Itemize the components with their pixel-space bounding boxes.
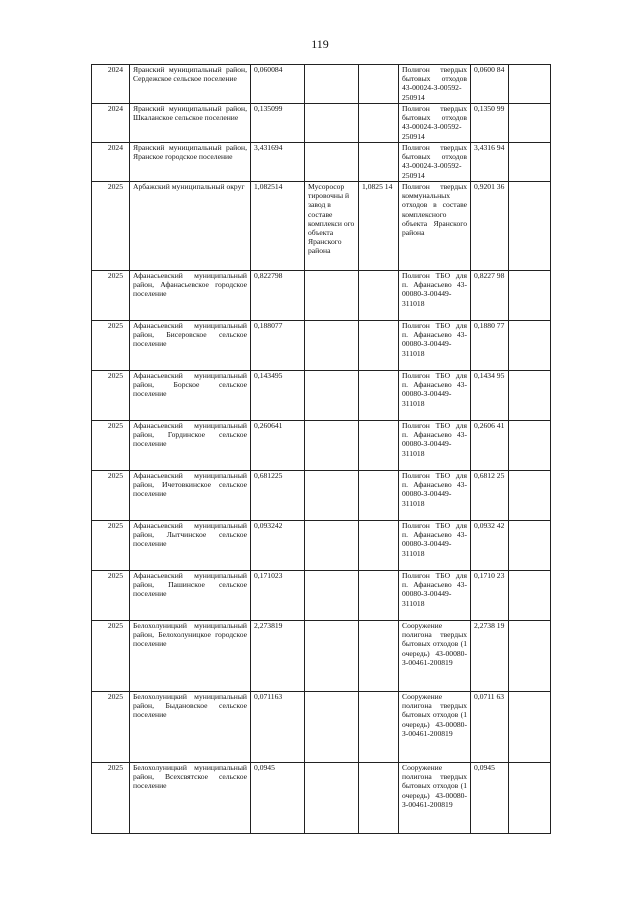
mass-cell: 0,093242 xyxy=(251,521,305,571)
year-cell: 2025 xyxy=(92,271,130,321)
disposed-mass-cell: 0,9201 36 xyxy=(471,182,509,271)
disposal-object-cell: Полигон ТБО для п. Афанасьево 43-00080-З-00449-311018 xyxy=(399,321,471,371)
disposed-mass-cell: 0,0711 63 xyxy=(471,692,509,763)
year-cell: 2024 xyxy=(92,65,130,104)
mass-cell: 1,082514 xyxy=(251,182,305,271)
table-row xyxy=(92,571,551,621)
disposed-mass-cell: 2,2738 19 xyxy=(471,621,509,692)
processed-mass-cell xyxy=(359,571,399,621)
mass-cell: 0,0945 xyxy=(251,763,305,834)
facility-cell xyxy=(305,471,359,521)
disposal-object-cell: Полигон твердых бытовых отходов 43-00024-З-00592-250914 xyxy=(399,104,471,143)
year-cell: 2025 xyxy=(92,371,130,421)
disposal-object-cell: Полигон твердых коммунальных отходов в составе комплексного объекта Яранского района xyxy=(399,182,471,271)
facility-cell xyxy=(305,271,359,321)
table-row xyxy=(92,321,551,371)
facility-cell xyxy=(305,65,359,104)
table-row xyxy=(92,182,551,271)
municipality-cell: Афанасьевский муниципальный район, Пашинское сельское поселение xyxy=(130,571,251,621)
table-row xyxy=(92,521,551,571)
mass-cell: 2,273819 xyxy=(251,621,305,692)
municipality-cell: Арбажский муниципальный округ xyxy=(130,182,251,271)
disposal-object-cell: Сооружение полигона твердых бытовых отходов (1 очередь) 43-00080-З-00461-200819 xyxy=(399,621,471,692)
table-row xyxy=(92,692,551,763)
facility-cell xyxy=(305,421,359,471)
mass-cell: 3,431694 xyxy=(251,143,305,182)
mass-cell: 0,681225 xyxy=(251,471,305,521)
mass-cell: 0,188077 xyxy=(251,321,305,371)
waste-flow-table xyxy=(91,64,551,834)
disposed-mass-cell: 3,4316 94 xyxy=(471,143,509,182)
empty-cell xyxy=(509,571,551,621)
mass-cell: 0,135099 xyxy=(251,104,305,143)
disposal-object-cell: Полигон ТБО для п. Афанасьево 43-00080-З-00449-311018 xyxy=(399,421,471,471)
year-cell: 2025 xyxy=(92,421,130,471)
table-row xyxy=(92,371,551,421)
empty-cell xyxy=(509,521,551,571)
empty-cell xyxy=(509,692,551,763)
disposal-object-cell: Полигон ТБО для п. Афанасьево 43-00080-З-00449-311018 xyxy=(399,271,471,321)
disposed-mass-cell: 0,0600 84 xyxy=(471,65,509,104)
facility-cell xyxy=(305,143,359,182)
disposed-mass-cell: 0,1350 99 xyxy=(471,104,509,143)
disposed-mass-cell: 0,6812 25 xyxy=(471,471,509,521)
mass-cell: 0,143495 xyxy=(251,371,305,421)
empty-cell xyxy=(509,271,551,321)
year-cell: 2024 xyxy=(92,104,130,143)
empty-cell xyxy=(509,321,551,371)
empty-cell xyxy=(509,371,551,421)
facility-cell xyxy=(305,621,359,692)
mass-cell: 0,171023 xyxy=(251,571,305,621)
mass-cell: 0,260641 xyxy=(251,421,305,471)
processed-mass-cell xyxy=(359,271,399,321)
municipality-cell: Яранский муниципальный район, Сердежское сельское поселение xyxy=(130,65,251,104)
municipality-cell: Афанасьевский муниципальный район, Борское сельское поселение xyxy=(130,371,251,421)
disposal-object-cell: Полигон ТБО для п. Афанасьево 43-00080-З-00449-311018 xyxy=(399,521,471,571)
processed-mass-cell xyxy=(359,621,399,692)
disposed-mass-cell: 0,1880 77 xyxy=(471,321,509,371)
processed-mass-cell xyxy=(359,471,399,521)
processed-mass-cell xyxy=(359,371,399,421)
empty-cell xyxy=(509,421,551,471)
table-row xyxy=(92,143,551,182)
table-row xyxy=(92,621,551,692)
municipality-cell: Афанасьевский муниципальный район, Ичетовкинское сельское поселение xyxy=(130,471,251,521)
processed-mass-cell xyxy=(359,65,399,104)
year-cell: 2025 xyxy=(92,471,130,521)
processed-mass-cell: 1,0825 14 xyxy=(359,182,399,271)
year-cell: 2025 xyxy=(92,763,130,834)
disposed-mass-cell: 0,8227 98 xyxy=(471,271,509,321)
disposed-mass-cell: 0,1434 95 xyxy=(471,371,509,421)
processed-mass-cell xyxy=(359,321,399,371)
disposed-mass-cell: 0,0932 42 xyxy=(471,521,509,571)
mass-cell: 0,822798 xyxy=(251,271,305,321)
municipality-cell: Афанасьевский муниципальный район, Бисеровское сельское поселение xyxy=(130,321,251,371)
empty-cell xyxy=(509,143,551,182)
municipality-cell: Белохолуницкий муниципальный район, Быдановское сельское поселение xyxy=(130,692,251,763)
disposal-object-cell: Полигон ТБО для п. Афанасьево 43-00080-З-00449-311018 xyxy=(399,571,471,621)
municipality-cell: Афанасьевский муниципальный район, Гординское сельское поселение xyxy=(130,421,251,471)
empty-cell xyxy=(509,621,551,692)
page-number: 119 xyxy=(311,37,329,51)
disposed-mass-cell: 0,0945 xyxy=(471,763,509,834)
table-row xyxy=(92,271,551,321)
facility-cell xyxy=(305,763,359,834)
facility-cell xyxy=(305,104,359,143)
table-row xyxy=(92,471,551,521)
year-cell: 2025 xyxy=(92,182,130,271)
processed-mass-cell xyxy=(359,143,399,182)
disposal-object-cell: Полигон твердых бытовых отходов 43-00024-З-00592-250914 xyxy=(399,143,471,182)
facility-cell xyxy=(305,521,359,571)
disposal-object-cell: Полигон ТБО для п. Афанасьево 43-00080-З-00449-311018 xyxy=(399,471,471,521)
empty-cell xyxy=(509,471,551,521)
processed-mass-cell xyxy=(359,763,399,834)
municipality-cell: Афанасьевский муниципальный район, Афанасьевское городское поселение xyxy=(130,271,251,321)
empty-cell xyxy=(509,65,551,104)
facility-cell xyxy=(305,371,359,421)
facility-cell xyxy=(305,571,359,621)
processed-mass-cell xyxy=(359,521,399,571)
table-row xyxy=(92,65,551,104)
facility-cell: Мусоросор тировочны й завод в составе комплекси ого объекта Яранского района xyxy=(305,182,359,271)
disposal-object-cell: Сооружение полигона твердых бытовых отходов (1 очередь) 43-00080-З-00461-200819 xyxy=(399,763,471,834)
table-row xyxy=(92,104,551,143)
municipality-cell: Белохолуницкий муниципальный район, Всехсвятское сельское поселение xyxy=(130,763,251,834)
year-cell: 2025 xyxy=(92,571,130,621)
processed-mass-cell xyxy=(359,104,399,143)
municipality-cell: Яранский муниципальный район, Яранское городское поселение xyxy=(130,143,251,182)
mass-cell: 0,060084 xyxy=(251,65,305,104)
year-cell: 2025 xyxy=(92,521,130,571)
year-cell: 2024 xyxy=(92,143,130,182)
empty-cell xyxy=(509,182,551,271)
empty-cell xyxy=(509,763,551,834)
processed-mass-cell xyxy=(359,421,399,471)
year-cell: 2025 xyxy=(92,692,130,763)
table-row xyxy=(92,421,551,471)
municipality-cell: Яранский муниципальный район, Шкаланское сельское поселение xyxy=(130,104,251,143)
disposal-object-cell: Полигон твердых бытовых отходов 43-00024-З-00592-250914 xyxy=(399,65,471,104)
year-cell: 2025 xyxy=(92,321,130,371)
municipality-cell: Афанасьевский муниципальный район, Лытчинское сельское поселение xyxy=(130,521,251,571)
facility-cell xyxy=(305,321,359,371)
disposal-object-cell: Сооружение полигона твердых бытовых отходов (1 очередь) 43-00080-З-00461-200819 xyxy=(399,692,471,763)
disposed-mass-cell: 0,2606 41 xyxy=(471,421,509,471)
processed-mass-cell xyxy=(359,692,399,763)
disposed-mass-cell: 0,1710 23 xyxy=(471,571,509,621)
mass-cell: 0,071163 xyxy=(251,692,305,763)
year-cell: 2025 xyxy=(92,621,130,692)
table-row xyxy=(92,763,551,834)
empty-cell xyxy=(509,104,551,143)
disposal-object-cell: Полигон ТБО для п. Афанасьево 43-00080-З-00449-311018 xyxy=(399,371,471,421)
municipality-cell: Белохолуницкий муниципальный район, Белохолуницкое городское поселение xyxy=(130,621,251,692)
facility-cell xyxy=(305,692,359,763)
